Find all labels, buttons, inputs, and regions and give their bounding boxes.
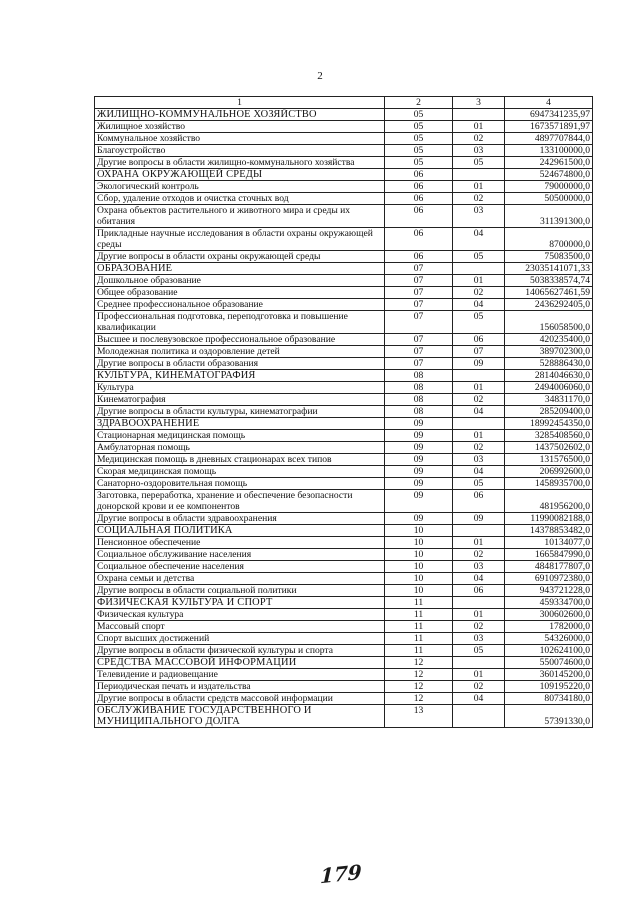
row-name: Стационарная медицинская помощь	[95, 430, 385, 442]
row-subsection-code: 05	[453, 478, 505, 490]
table-row	[95, 346, 593, 358]
row-subsection-code: 06	[453, 334, 505, 346]
row-amount: 459334700,0	[505, 597, 593, 609]
table-row	[95, 193, 593, 205]
row-subsection-code: 03	[453, 205, 505, 228]
row-name: СРЕДСТВА МАССОВОЙ ИНФОРМАЦИИ	[95, 657, 385, 669]
row-name: Спорт высших достижений	[95, 633, 385, 645]
row-subsection-code: 02	[453, 133, 505, 145]
row-subsection-code: 01	[453, 669, 505, 681]
row-amount: 109195220,0	[505, 681, 593, 693]
row-subsection-code: 01	[453, 609, 505, 621]
row-section-code: 12	[385, 681, 453, 693]
row-name: Другие вопросы в области жилищно-коммунального хозяйства	[95, 157, 385, 169]
section-row	[95, 109, 593, 121]
row-subsection-code	[453, 657, 505, 669]
row-section-code: 08	[385, 406, 453, 418]
section-row	[95, 418, 593, 430]
row-section-code: 07	[385, 311, 453, 334]
row-amount: 75083500,0	[505, 251, 593, 263]
row-section-code: 11	[385, 609, 453, 621]
row-subsection-code: 04	[453, 406, 505, 418]
header-col-1: 1	[95, 97, 385, 109]
section-row	[95, 169, 593, 181]
table-row	[95, 442, 593, 454]
budget-table	[94, 96, 593, 728]
row-subsection-code: 04	[453, 228, 505, 251]
row-amount: 420235400,0	[505, 334, 593, 346]
row-section-code: 10	[385, 537, 453, 549]
row-amount: 79000000,0	[505, 181, 593, 193]
table-row	[95, 133, 593, 145]
row-subsection-code: 01	[453, 275, 505, 287]
row-section-code: 08	[385, 382, 453, 394]
row-subsection-code: 02	[453, 193, 505, 205]
row-subsection-code: 04	[453, 573, 505, 585]
row-amount: 14378853482,0	[505, 525, 593, 537]
page-number: 2	[317, 70, 323, 82]
row-section-code: 09	[385, 430, 453, 442]
row-subsection-code: 04	[453, 299, 505, 311]
row-amount: 2814046630,0	[505, 370, 593, 382]
row-amount: 1782000,0	[505, 621, 593, 633]
row-section-code: 11	[385, 633, 453, 645]
row-name: Сбор, удаление отходов и очистка сточных вод	[95, 193, 385, 205]
row-subsection-code: 01	[453, 121, 505, 133]
table-row	[95, 609, 593, 621]
section-row	[95, 597, 593, 609]
row-amount: 18992454350,0	[505, 418, 593, 430]
row-name: Массовый спорт	[95, 621, 385, 633]
row-amount: 14065627461,59	[505, 287, 593, 299]
row-amount: 1665847990,0	[505, 549, 593, 561]
row-section-code: 08	[385, 394, 453, 406]
row-name: Медицинская помощь в дневных стационарах всех типов	[95, 454, 385, 466]
table-row	[95, 287, 593, 299]
row-subsection-code	[453, 525, 505, 537]
row-subsection-code: 05	[453, 311, 505, 334]
row-amount: 57391330,0	[505, 705, 593, 728]
row-amount: 3285408560,0	[505, 430, 593, 442]
row-name: Социальное обеспечение населения	[95, 561, 385, 573]
row-section-code: 06	[385, 169, 453, 181]
row-amount: 2494006060,0	[505, 382, 593, 394]
table-row	[95, 681, 593, 693]
row-name: ФИЗИЧЕСКАЯ КУЛЬТУРА И СПОРТ	[95, 597, 385, 609]
row-amount: 2436292405,0	[505, 299, 593, 311]
row-amount: 481956200,0	[505, 490, 593, 513]
row-amount: 4897707844,0	[505, 133, 593, 145]
table-row	[95, 382, 593, 394]
table-row	[95, 430, 593, 442]
row-name: СОЦИАЛЬНАЯ ПОЛИТИКА	[95, 525, 385, 537]
row-subsection-code	[453, 169, 505, 181]
table-row	[95, 299, 593, 311]
row-section-code: 07	[385, 334, 453, 346]
row-section-code: 05	[385, 109, 453, 121]
header-col-3: 3	[453, 97, 505, 109]
row-name: Другие вопросы в области культуры, кинематографии	[95, 406, 385, 418]
row-section-code: 07	[385, 263, 453, 275]
table-row	[95, 693, 593, 705]
row-name: Коммунальное хозяйство	[95, 133, 385, 145]
table-row	[95, 513, 593, 525]
row-section-code: 07	[385, 299, 453, 311]
row-amount: 10134077,0	[505, 537, 593, 549]
row-name: Заготовка, переработка, хранение и обеспечение безопасности донорской крови и ее компонентов	[95, 490, 385, 513]
header-col-4: 4	[505, 97, 593, 109]
row-subsection-code: 07	[453, 346, 505, 358]
row-subsection-code: 02	[453, 287, 505, 299]
row-section-code: 09	[385, 513, 453, 525]
row-name: ОБСЛУЖИВАНИЕ ГОСУДАРСТВЕННОГО И МУНИЦИПАЛЬНОГО ДОЛГА	[95, 705, 385, 728]
row-section-code: 05	[385, 133, 453, 145]
row-section-code: 10	[385, 525, 453, 537]
row-subsection-code: 02	[453, 549, 505, 561]
row-name: Амбулаторная помощь	[95, 442, 385, 454]
row-section-code: 10	[385, 549, 453, 561]
row-amount: 524674800,0	[505, 169, 593, 181]
row-subsection-code: 03	[453, 145, 505, 157]
row-section-code: 10	[385, 573, 453, 585]
row-section-code: 11	[385, 621, 453, 633]
row-name: Другие вопросы в области образования	[95, 358, 385, 370]
row-subsection-code: 04	[453, 466, 505, 478]
row-subsection-code: 03	[453, 633, 505, 645]
table-row	[95, 311, 593, 334]
table-row	[95, 406, 593, 418]
row-section-code: 06	[385, 251, 453, 263]
row-name: ОБРАЗОВАНИЕ	[95, 263, 385, 275]
row-name: Пенсионное обеспечение	[95, 537, 385, 549]
row-section-code: 12	[385, 657, 453, 669]
header-col-2: 2	[385, 97, 453, 109]
row-section-code: 06	[385, 228, 453, 251]
row-subsection-code: 05	[453, 645, 505, 657]
table-row	[95, 251, 593, 263]
row-section-code: 09	[385, 454, 453, 466]
row-section-code: 09	[385, 490, 453, 513]
row-name: ЗДРАВООХРАНЕНИЕ	[95, 418, 385, 430]
row-name: КУЛЬТУРА, КИНЕМАТОГРАФИЯ	[95, 370, 385, 382]
row-section-code: 09	[385, 466, 453, 478]
section-row	[95, 657, 593, 669]
table-row	[95, 228, 593, 251]
row-section-code: 07	[385, 358, 453, 370]
row-amount: 133100000,0	[505, 145, 593, 157]
row-subsection-code: 02	[453, 442, 505, 454]
table-row	[95, 121, 593, 133]
row-section-code: 13	[385, 705, 453, 728]
table-row	[95, 633, 593, 645]
section-row	[95, 263, 593, 275]
table-row	[95, 645, 593, 657]
row-subsection-code: 01	[453, 181, 505, 193]
row-section-code: 08	[385, 370, 453, 382]
row-name: Другие вопросы в области охраны окружающей среды	[95, 251, 385, 263]
row-section-code: 07	[385, 287, 453, 299]
row-amount: 102624100,0	[505, 645, 593, 657]
row-amount: 206992600,0	[505, 466, 593, 478]
row-subsection-code: 02	[453, 394, 505, 406]
row-name: Благоустройство	[95, 145, 385, 157]
table-row	[95, 454, 593, 466]
row-name: Профессиональная подготовка, переподготовка и повышение квалификации	[95, 311, 385, 334]
row-name: Кинематография	[95, 394, 385, 406]
row-amount: 1673571891,97	[505, 121, 593, 133]
row-amount: 5038338574,74	[505, 275, 593, 287]
row-subsection-code: 03	[453, 561, 505, 573]
table-row	[95, 157, 593, 169]
row-section-code: 06	[385, 193, 453, 205]
row-amount: 1437502602,0	[505, 442, 593, 454]
row-name: Другие вопросы в области социальной политики	[95, 585, 385, 597]
table-row	[95, 478, 593, 490]
row-amount: 131576500,0	[505, 454, 593, 466]
row-subsection-code	[453, 418, 505, 430]
row-name: Другие вопросы в области здравоохранения	[95, 513, 385, 525]
row-subsection-code	[453, 597, 505, 609]
row-amount: 23035141071,33	[505, 263, 593, 275]
row-section-code: 05	[385, 157, 453, 169]
row-subsection-code: 02	[453, 621, 505, 633]
row-subsection-code: 03	[453, 454, 505, 466]
row-name: Периодическая печать и издательства	[95, 681, 385, 693]
row-amount: 50500000,0	[505, 193, 593, 205]
row-section-code: 09	[385, 478, 453, 490]
row-subsection-code	[453, 705, 505, 728]
table-row	[95, 561, 593, 573]
row-section-code: 07	[385, 275, 453, 287]
row-subsection-code	[453, 109, 505, 121]
row-subsection-code: 01	[453, 382, 505, 394]
row-subsection-code: 09	[453, 358, 505, 370]
row-section-code: 07	[385, 346, 453, 358]
table-row	[95, 549, 593, 561]
row-name: ЖИЛИЩНО-КОММУНАЛЬНОЕ ХОЗЯЙСТВО	[95, 109, 385, 121]
table-row	[95, 394, 593, 406]
section-row	[95, 370, 593, 382]
section-row	[95, 705, 593, 728]
section-row	[95, 525, 593, 537]
row-name: Другие вопросы в области средств массовой информации	[95, 693, 385, 705]
row-subsection-code	[453, 370, 505, 382]
row-amount: 242961500,0	[505, 157, 593, 169]
table-row	[95, 358, 593, 370]
table-row	[95, 669, 593, 681]
table-row	[95, 275, 593, 287]
row-subsection-code: 06	[453, 585, 505, 597]
row-section-code: 11	[385, 597, 453, 609]
row-amount: 34831170,0	[505, 394, 593, 406]
row-subsection-code: 02	[453, 681, 505, 693]
row-name: Охрана семьи и детства	[95, 573, 385, 585]
row-name: Молодежная политика и оздоровление детей	[95, 346, 385, 358]
row-name: Другие вопросы в области физической культуры и спорта	[95, 645, 385, 657]
row-name: ОХРАНА ОКРУЖАЮЩЕЙ СРЕДЫ	[95, 169, 385, 181]
handwritten-page-number: 179	[319, 859, 363, 889]
row-subsection-code: 01	[453, 537, 505, 549]
row-amount: 550074600,0	[505, 657, 593, 669]
row-section-code: 11	[385, 645, 453, 657]
row-amount: 8700000,0	[505, 228, 593, 251]
row-section-code: 06	[385, 205, 453, 228]
row-section-code: 05	[385, 121, 453, 133]
row-subsection-code: 04	[453, 693, 505, 705]
row-amount: 4848177807,0	[505, 561, 593, 573]
row-section-code: 09	[385, 418, 453, 430]
row-name: Социальное обслуживание населения	[95, 549, 385, 561]
table-row	[95, 181, 593, 193]
row-amount: 360145200,0	[505, 669, 593, 681]
table-row	[95, 145, 593, 157]
row-subsection-code	[453, 263, 505, 275]
row-name: Телевидение и радиовещание	[95, 669, 385, 681]
row-amount: 285209400,0	[505, 406, 593, 418]
row-amount: 11990082188,0	[505, 513, 593, 525]
table-row	[95, 334, 593, 346]
row-section-code: 12	[385, 693, 453, 705]
row-section-code: 10	[385, 585, 453, 597]
table-row	[95, 585, 593, 597]
row-subsection-code: 05	[453, 251, 505, 263]
table-row	[95, 621, 593, 633]
row-section-code: 12	[385, 669, 453, 681]
row-section-code: 05	[385, 145, 453, 157]
row-name: Прикладные научные исследования в области охраны окружающей среды	[95, 228, 385, 251]
table-header-row	[95, 97, 593, 109]
row-amount: 80734180,0	[505, 693, 593, 705]
row-amount: 6947341235,97	[505, 109, 593, 121]
row-subsection-code: 09	[453, 513, 505, 525]
row-section-code: 06	[385, 181, 453, 193]
table-row	[95, 490, 593, 513]
row-name: Физическая культура	[95, 609, 385, 621]
row-section-code: 10	[385, 561, 453, 573]
row-name: Общее образование	[95, 287, 385, 299]
row-amount: 54326000,0	[505, 633, 593, 645]
row-name: Скорая медицинская помощь	[95, 466, 385, 478]
row-name: Жилищное хозяйство	[95, 121, 385, 133]
row-name: Охрана объектов растительного и животного мира и среды их обитания	[95, 205, 385, 228]
row-amount: 300602600,0	[505, 609, 593, 621]
row-amount: 156058500,0	[505, 311, 593, 334]
row-name: Санаторно-оздоровительная помощь	[95, 478, 385, 490]
table-row	[95, 573, 593, 585]
row-amount: 311391300,0	[505, 205, 593, 228]
row-name: Дошкольное образование	[95, 275, 385, 287]
table-row	[95, 466, 593, 478]
table-row	[95, 205, 593, 228]
row-amount: 943721228,0	[505, 585, 593, 597]
row-amount: 6910972380,0	[505, 573, 593, 585]
row-amount: 1458935700,0	[505, 478, 593, 490]
row-name: Среднее профессиональное образование	[95, 299, 385, 311]
row-amount: 389702300,0	[505, 346, 593, 358]
row-name: Экологический контроль	[95, 181, 385, 193]
row-amount: 528886430,0	[505, 358, 593, 370]
row-section-code: 09	[385, 442, 453, 454]
row-name: Культура	[95, 382, 385, 394]
row-name: Высшее и послевузовское профессиональное образование	[95, 334, 385, 346]
row-subsection-code: 01	[453, 430, 505, 442]
row-subsection-code: 06	[453, 490, 505, 513]
row-subsection-code: 05	[453, 157, 505, 169]
table-row	[95, 537, 593, 549]
